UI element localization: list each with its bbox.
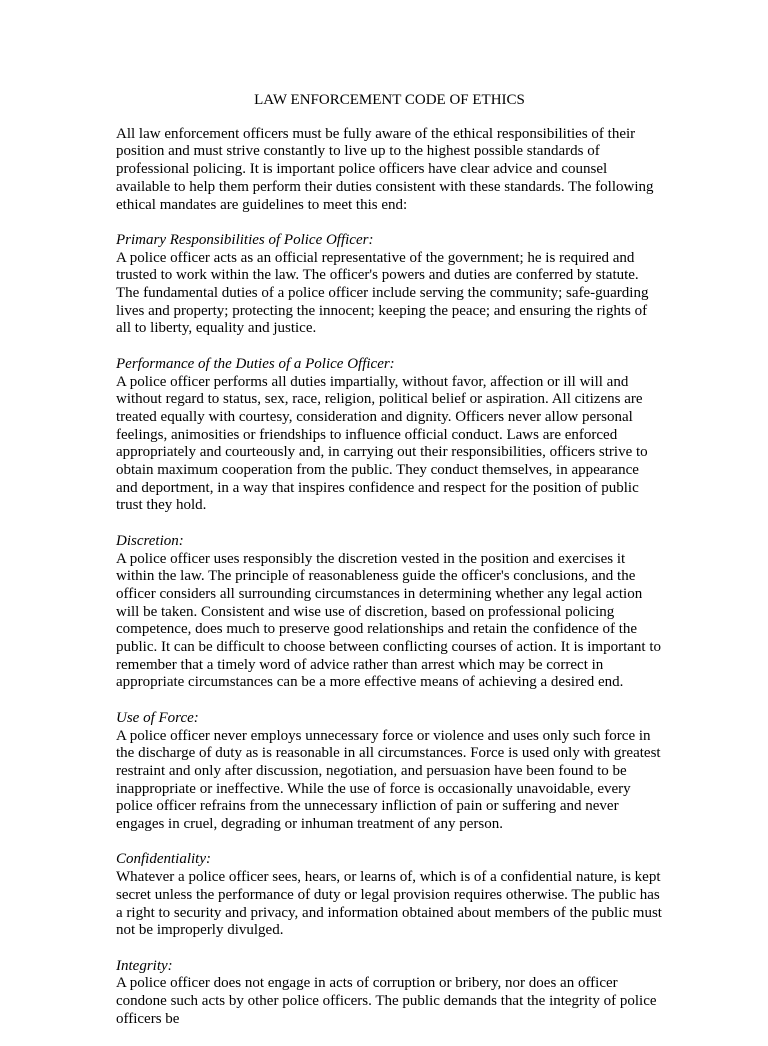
section-heading: Performance of the Duties of a Police Officer:: [116, 355, 395, 372]
section-heading: Confidentiality:: [116, 851, 211, 868]
section-body: A police officer uses responsibly the discretion vested in the position and exercises it within the law. The principle of reasonableness guide the officer's conclusions, and the officer considers all surrounding circumstances in determining whether any legal action will be taken. Consistent and wise use of discretion, based on professional policing competence, does much to preserve good relationships and retain the confidence of the public. It can be difficult to choose between conflicting courses of action. It is important to remember that a timely word of advice rather than arrest which may be correct in appropriate circumstances can be a more effective means of achieving a desired end.: [116, 550, 661, 691]
section-integrity: [116, 958, 663, 1029]
document-content: [116, 92, 663, 1046]
section-discretion: [116, 533, 663, 692]
section-primary-responsibilities: [116, 232, 663, 338]
section-use-of-force: [116, 710, 663, 834]
intro-paragraph: All law enforcement officers must be fully aware of the ethical responsibilities of their position and must strive constantly to live up to the highest possible standards of professional policing. It is important police officers have clear advice and counsel available to help them perform their duties consistent with these standards. The following ethical mandates are guidelines to meet this end:: [116, 125, 654, 213]
section-performance-of-duties: [116, 356, 663, 515]
section-body: Whatever a police officer sees, hears, or learns of, which is of a confidential nature, is kept secret unless the performance of duty or legal provision requires otherwise. The public has a right to security and privacy, and information obtained about members of the public must not be improperly divulged.: [116, 869, 662, 939]
section-body: A police officer acts as an official representative of the government; he is required and trusted to work within the law. The officer's powers and duties are conferred by statute. The fundamental duties of a police officer include serving the community; safe-guarding lives and property; protecting the innocent; keeping the peace; and ensuring the rights of all to liberty, equality and justice.: [116, 249, 649, 337]
section-heading: Use of Force:: [116, 709, 199, 726]
section-heading: Discretion:: [116, 532, 184, 549]
section-body: A police officer performs all duties impartially, without favor, affection or ill will and without regard to status, sex, race, religion, political belief or aspiration. All citizens are treated equally with courtesy, consideration and dignity. Officers never allow personal feelings, animosities or friendships to influence official conduct. Laws are enforced appropriately and courteously and, in carrying out their responsibilities, officers strive to obtain maximum cooperation from the public. They conduct themselves, in appearance and deportment, in a way that inspires confidence and respect for the position of public trust they hold.: [116, 373, 648, 514]
section-heading: Primary Responsibilities of Police Officer:: [116, 231, 374, 248]
section-heading: Integrity:: [116, 957, 173, 974]
section-confidentiality: [116, 851, 663, 940]
section-body: A police officer does not engage in acts of corruption or bribery, nor does an officer condone such acts by other police officers. The public demands that the integrity of police officers be: [116, 975, 657, 1027]
document-title: LAW ENFORCEMENT CODE OF ETHICS: [254, 92, 525, 108]
section-body: A police officer never employs unnecessary force or violence and uses only such force in the discharge of duty as is reasonable in all circumstances. Force is used only with greatest restraint and only after discussion, negotiation, and persuasion have been found to be inappropriate or ineffective. While the use of force is occasionally unavoidable, every police officer refrains from the unnecessary infliction of pain or suffering and never engages in cruel, degrading or inhuman treatment of any person.: [116, 727, 661, 833]
